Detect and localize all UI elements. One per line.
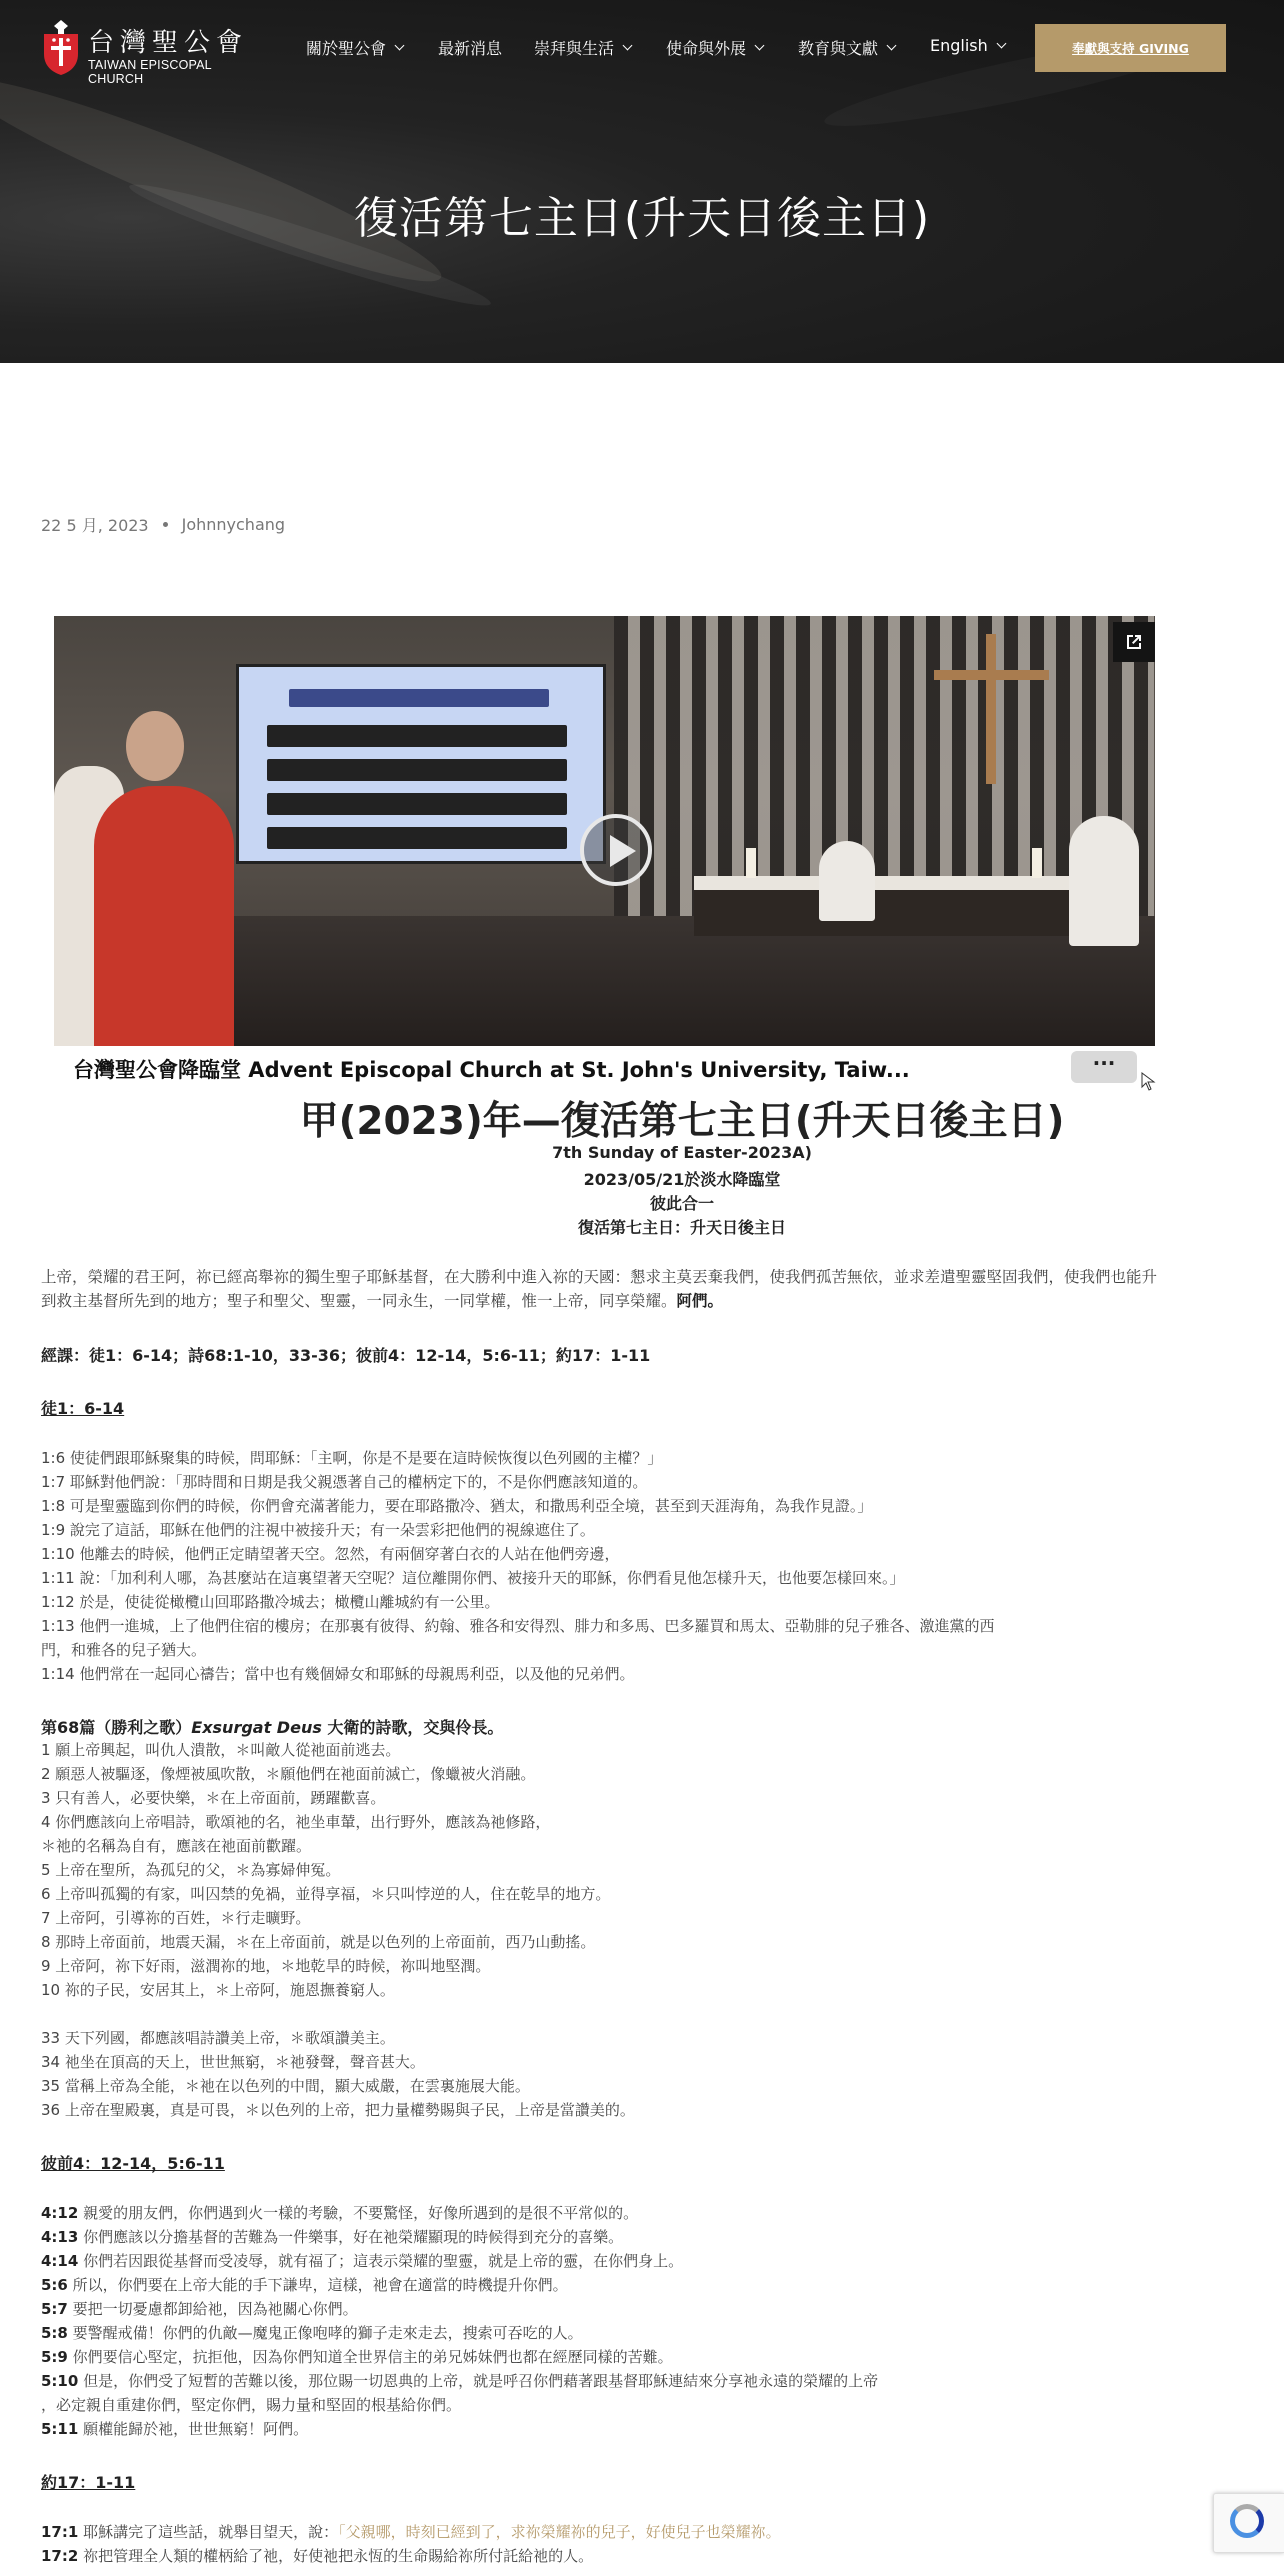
- verse-number: 17:2: [41, 2547, 79, 2565]
- verse-line: [41, 2394, 1191, 2415]
- psalm-line: 33 天下列國，都應該唱詩讚美上帝，＊歌頌讚美主。: [41, 2029, 395, 2047]
- chevron-down-icon: [887, 41, 897, 51]
- collect-amen: 阿們。: [676, 1292, 724, 1310]
- page-hero: [0, 0, 1284, 363]
- verse-text: 要把一切憂慮都卸給祂，因為祂關心你們。: [67, 2300, 358, 2318]
- open-external-icon: [1124, 632, 1144, 652]
- psalm-line: 9 上帝阿，祢下好雨，滋潤祢的地，＊地乾旱的時候，祢叫地堅潤。: [41, 1957, 491, 1975]
- verse-text: 親愛的朋友們，你們遇到火一樣的考驗，不要驚怪，好像所遇到的是很不平常似的。: [78, 2204, 639, 2222]
- nav-item-news[interactable]: [438, 36, 502, 59]
- chevron-down-icon: [996, 39, 1006, 49]
- verse-line: 1:12 於是，使徒從橄欖山回耶路撒冷城去；橄欖山離城約有一公里。: [41, 1593, 500, 1611]
- nav-label: 崇拜與生活: [534, 39, 615, 58]
- page-title: 復活第七主日(升天日後主日): [353, 193, 931, 244]
- verse-line: 1:8 可是聖靈臨到你們的時候，你們會充滿著能力，要在耶路撒冷、猶太，和撒馬利亞全境，甚至到天涯海角，為我作見證。」: [41, 1497, 873, 1515]
- verse-number: 4:13: [41, 2228, 79, 2246]
- thumbnail-priest-head: [126, 711, 184, 781]
- video-title[interactable]: 台灣聖公會降臨堂 Advent Episcopal Church at St. John's University, Taiw...: [73, 1058, 910, 1082]
- verse-number: 5:9: [41, 2348, 68, 2366]
- verse-number: 5:11: [41, 2420, 79, 2438]
- verse-text: ，必定親自重建你們，堅定你們，賜力量和堅固的根基給你們。: [41, 2396, 462, 2414]
- section-heading-acts: 徒1：6-14: [41, 1399, 125, 1418]
- psalm-heading-latin: Exsurgat Deus: [191, 1718, 322, 1737]
- chevron-down-icon: [623, 41, 633, 51]
- popout-button[interactable]: [1113, 622, 1155, 662]
- verse-line: 1:9 說完了這話，耶穌在他們的注視中被接升天；有一朵雲彩把他們的視線遮住了。: [41, 1521, 595, 1539]
- logo-chinese-name: 台灣聖公會: [88, 28, 249, 58]
- post-meta: [41, 513, 285, 536]
- nav-item-about[interactable]: [306, 36, 403, 59]
- nav-item-worship[interactable]: [534, 36, 631, 59]
- play-icon: [610, 835, 636, 867]
- verse-line: [41, 2346, 1191, 2367]
- nav-item-mission[interactable]: [666, 36, 763, 59]
- verse-text: 願權能歸於祂，世世無窮！阿們。: [78, 2420, 309, 2438]
- psalm-line: 35 當稱上帝為全能，＊祂在以色列的中間，顯大威嚴，在雲裏施展大能。: [41, 2077, 530, 2095]
- giving-button[interactable]: 奉獻與支持 GIVING: [1035, 24, 1226, 72]
- psalm-heading-text: 大衛的詩歌，交與伶長。: [321, 1718, 504, 1737]
- psalm-heading-text: 第68篇（勝利之歌）: [41, 1718, 192, 1737]
- article-title: 甲(2023)年—復活第七主日(升天日後主日): [299, 1099, 1065, 1144]
- article-subtitle: 復活第七主日：升天日後主日: [577, 1218, 786, 1237]
- verse-number: 17:1: [41, 2523, 79, 2541]
- article-subtitle: 7th Sunday of Easter-2023A): [552, 1143, 812, 1162]
- readings-summary: 經課：徒1：6-14；詩68:1-10，33-36；彼前4：12-14，5:6-11；約17：1-11: [41, 1346, 651, 1365]
- verse-line: 1:13 他們一進城，上了他們住宿的樓房；在那裏有彼得、約翰、雅各和安得烈、腓力和多馬、巴多羅買和馬太、亞勒腓的兒子雅各、激進黨的西: [41, 1617, 995, 1635]
- thumbnail-priest: [94, 786, 234, 1046]
- verse-line: 1:11 說：「加利利人哪，為甚麼站在這裏望著天空呢？這位離開你們、被接升天的耶穌，你們看見他怎樣升天，也他要怎樣回來。」: [41, 1569, 905, 1587]
- psalm-line: 7 上帝阿，引導祢的百姓，＊行走曠野。: [41, 1909, 311, 1927]
- thumbnail-person: [819, 841, 875, 921]
- psalm-line: 36 上帝在聖殿裏，真是可畏，＊以色列的上帝，把力量權勢賜與子民，上帝是當讚美的。: [41, 2101, 635, 2119]
- verse-line: [41, 2521, 1191, 2542]
- verse-text: 你們要信心堅定，抗拒他，因為你們知道全世界信主的弟兄姊妹們也都在經歷同樣的苦難。: [67, 2348, 673, 2366]
- recaptcha-icon: [1230, 2504, 1264, 2538]
- section-heading-john: 約17：1-11: [41, 2473, 136, 2492]
- psalm-line: 8 那時上帝面前，地震天漏，＊在上帝面前，就是以色列的上帝面前，西乃山動搖。: [41, 1933, 596, 1951]
- mouse-cursor-icon: [1141, 1072, 1157, 1092]
- thumbnail-altar: [694, 876, 1114, 936]
- psalm-line: 10 祢的子民，安居其上，＊上帝阿，施恩撫養窮人。: [41, 1981, 395, 1999]
- thumbnail-candle: [1032, 848, 1042, 878]
- thumbnail-projector-screen: [236, 664, 606, 864]
- psalm-line: 34 祂坐在頂高的天上，世世無窮，＊祂發聲，聲音甚大。: [41, 2053, 425, 2071]
- verse-text: 你們若因跟從基督而受凌辱，就有福了；這表示榮耀的聖靈，就是上帝的靈，在你們身上。: [78, 2252, 684, 2270]
- verse-line: [41, 2545, 1191, 2566]
- verse-line: [41, 2370, 1191, 2391]
- video-embed: [41, 616, 1155, 1086]
- verse-text: 祢把管理全人類的權柄給了祂，好使祂把永恆的生命賜給祢所付託給祂的人。: [78, 2547, 594, 2565]
- verse-number: 5:10: [41, 2372, 79, 2390]
- verse-line: [41, 2250, 1191, 2271]
- nav-label: English: [930, 36, 988, 55]
- post-author-link[interactable]: Johnnychang: [181, 515, 286, 534]
- church-shield-icon: [40, 18, 82, 76]
- verse-quote: 「父親哪，時刻已經到了，求祢榮耀祢的兒子，好使兒子也榮耀祢。: [338, 2523, 781, 2541]
- nav-label: 使命與外展: [666, 39, 747, 58]
- article-subtitle: 彼此合一: [649, 1194, 714, 1213]
- verse-number: 5:7: [41, 2300, 68, 2318]
- psalm-line: 5 上帝在聖所，為孤兒的父，＊為寡婦伸冤。: [41, 1861, 341, 1879]
- site-logo[interactable]: [40, 18, 270, 86]
- psalm-line: 6 上帝叫孤獨的有家，叫囚禁的免禍，並得享福，＊只叫悖逆的人，住在乾旱的地方。: [41, 1885, 611, 1903]
- thumbnail-cross: [934, 670, 1049, 680]
- collect-prayer: [41, 1265, 1161, 1313]
- nav-label: 最新消息: [438, 39, 503, 58]
- section-heading-peter: 彼前4：12-14，5:6-11: [41, 2154, 225, 2173]
- more-options-button[interactable]: ···: [1071, 1051, 1137, 1083]
- verse-line: [41, 2322, 1191, 2343]
- thumbnail-person: [1069, 816, 1139, 946]
- post-date: 22 5 月, 2023: [41, 516, 149, 535]
- section-heading-psalm: [41, 1715, 503, 1738]
- verse-line: 1:10 他離去的時候，他們正定睛望著天空。忽然，有兩個穿著白衣的人站在他們旁邊，: [41, 1545, 620, 1563]
- chevron-down-icon: [755, 41, 765, 51]
- verse-number: 4:12: [41, 2204, 79, 2222]
- verse-text: 要警醒戒備！你們的仇敵—魔鬼正像咆哮的獅子走來走去，搜索可吞吃的人。: [67, 2324, 583, 2342]
- play-button[interactable]: [580, 814, 652, 886]
- verse-number: 5:6: [41, 2276, 68, 2294]
- psalm-line: 3 只有善人，必要快樂，＊在上帝面前，踴躍歡喜。: [41, 1789, 386, 1807]
- verse-text: 你們應該以分擔基督的苦難為一件樂事，好在祂榮耀顯現的時候得到充分的喜樂。: [78, 2228, 624, 2246]
- thumbnail-candle: [746, 848, 756, 878]
- video-thumbnail[interactable]: [54, 616, 1155, 1046]
- verse-line: [41, 2226, 1191, 2247]
- nav-item-education[interactable]: [798, 36, 895, 59]
- psalm-line: 1 願上帝興起，叫仇人潰散，＊叫敵人從祂面前逃去。: [41, 1741, 401, 1759]
- psalm-line: ＊祂的名稱為自有，應該在祂面前歡躍。: [41, 1837, 312, 1855]
- verse-line: [41, 2418, 1191, 2439]
- verse-text: 所以，你們要在上帝大能的手下謙卑，這樣，祂會在適當的時機提升你們。: [67, 2276, 568, 2294]
- verse-line: 1:7 耶穌對他們說：「那時間和日期是我父親憑著自己的權柄定下的，不是你們應該知道的。: [41, 1473, 648, 1491]
- nav-label: 關於聖公會: [306, 39, 387, 58]
- verse-line: [41, 2274, 1191, 2295]
- verse-number: 4:14: [41, 2252, 79, 2270]
- psalm-line: 2 願惡人被驅逐，像煙被風吹散，＊願他們在祂面前滅亡，像蠟被火消融。: [41, 1765, 536, 1783]
- recaptcha-badge[interactable]: [1213, 2493, 1284, 2553]
- chevron-down-icon: [395, 41, 405, 51]
- verse-text: 但是，你們受了短暫的苦難以後，那位賜一切恩典的上帝，就是呼召你們藉著跟基督耶穌連結來分享祂永遠的榮耀的上帝: [78, 2372, 879, 2390]
- nav-item-english[interactable]: [930, 36, 1005, 55]
- nav-label: 教育與文獻: [798, 39, 879, 58]
- meta-separator: [163, 522, 168, 527]
- thumbnail-cross: [986, 634, 996, 784]
- article-subtitle: 2023/05/21於淡水降臨堂: [583, 1170, 781, 1189]
- logo-english-name: TAIWAN EPISCOPAL CHURCH: [88, 58, 212, 86]
- verse-text: 耶穌講完了這些話，就舉目望天，說：: [78, 2523, 339, 2541]
- verse-line: 門，和雅各的兒子猶大。: [41, 1641, 207, 1659]
- verse-line: [41, 2202, 1191, 2223]
- collect-text: 上帝，榮耀的君王阿，祢已經高舉祢的獨生聖子耶穌基督，在大勝利中進入祢的天國：懇求主莫丟棄我們，使我們孤苦無依，並求差遣聖靈堅固我們，使我們也能升到救主基督所先到的地方；聖子和聖父、聖靈，一同永生，一同掌權，惟一上帝，同享榮耀。: [41, 1268, 1158, 1310]
- verse-line: [41, 2298, 1191, 2319]
- verse-line: 1:6 使徒們跟耶穌聚集的時候，問耶穌：「主啊，你是不是要在這時候恢復以色列國的主權？」: [41, 1449, 663, 1467]
- verse-line: 1:14 他們常在一起同心禱告；當中也有幾個婦女和耶穌的母親馬利亞，以及他的兄弟們。: [41, 1665, 635, 1683]
- psalm-line: 4 你們應該向上帝唱詩，歌頌祂的名，祂坐車輦，出行野外，應該為祂修路，: [41, 1813, 551, 1831]
- verse-number: 5:8: [41, 2324, 68, 2342]
